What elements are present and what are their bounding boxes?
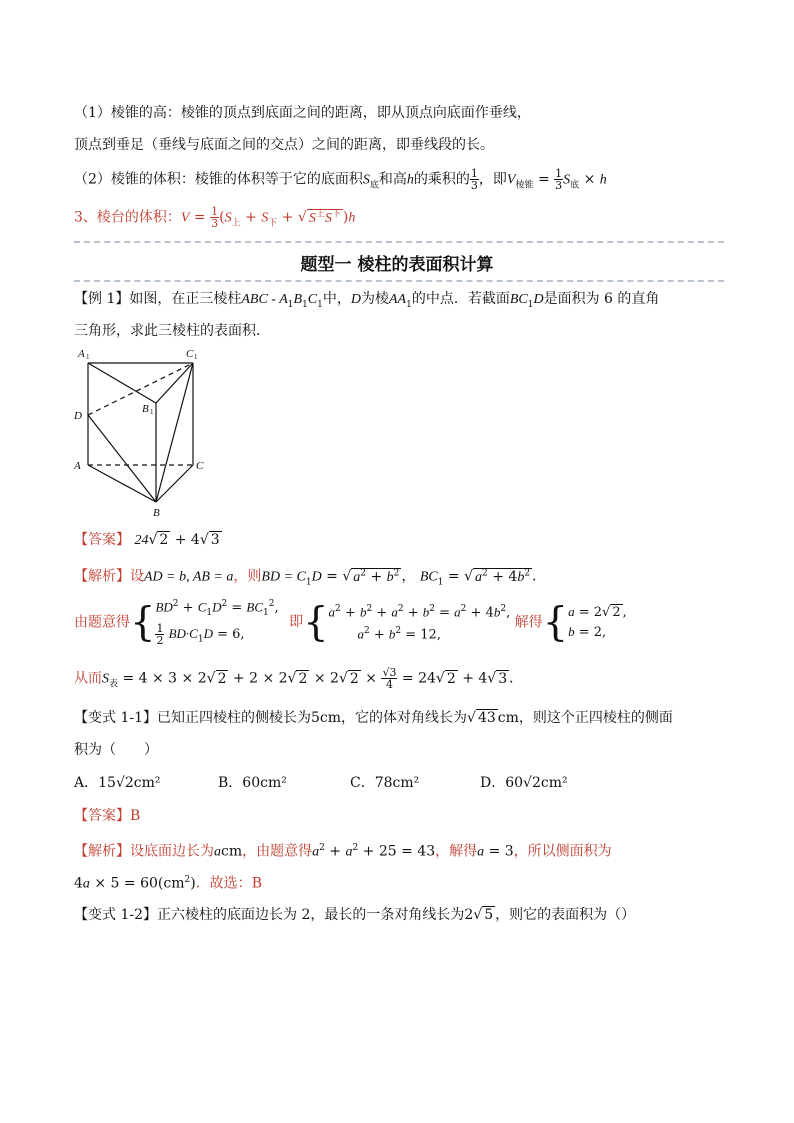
edge-dc1: [88, 363, 193, 415]
example1-answer: 【答案】 24√ 2 + 4√ 3: [74, 532, 220, 548]
label-a: A: [74, 460, 81, 472]
divider-top: [74, 241, 724, 243]
edge-a1b1: [88, 363, 156, 403]
option-c[interactable]: C．78cm²: [350, 775, 420, 791]
intro-line-3: （2）棱锥的体积：棱锥的体积等于它的底面积$S_底$和高h的乘积的 $\frac{1}{3}$ ，即$V_{棱锥}$ = $\frac{1}{3}$ $S_底 \times h$: [74, 167, 607, 192]
divider-bottom: [74, 280, 724, 282]
intro-line-2: 顶点到垂足（垂线与底面之间的交点）之间的距离，即垂线段的长。: [74, 137, 494, 153]
label-d: D: [74, 410, 82, 422]
example1-line-2: 三角形，求此三棱柱的表面积．: [74, 323, 270, 339]
example1-analysis-1: 【解析】设AD = b, AB = a，则BD = $C_1D$ = √ $a^2 + b^2$ ， $BC_1$ = √ $a^2 + 4b^2$ ．: [74, 568, 547, 588]
example1-analysis-2: 由题意得{$BD^2 + C_1D^2 = BC_1^2$, $\frac{1}{2}$ $BD\cdot C_1D = 6$, 即{$a^2 + b^2 + a^2 + b^2 = a^2 + 4b^2$, $a^2 + b^2 = 12$, 解得{a = 2√ 2 , b = 2,: [74, 599, 627, 647]
label-b: B: [153, 507, 160, 519]
example1-line-1: 【例 1】如图，在正三棱柱ABC - $A_1B_1C_1$中，D为棱$AA_1$的中点．若截面$BC_1D$是面积为 6 的直角: [74, 291, 660, 310]
variant11-analysis-2: $4a \times 5 = 60(cm^2)$．故选：B: [74, 875, 262, 892]
intro-line-1: （1）棱锥的高：棱锥的顶点到底面之间的距离，即从顶点向底面作垂线，: [74, 105, 531, 121]
variant12-line-1: 【变式 1-2】正六棱柱的底面边长为 2，最长的一条对角线长为2√ 5 ，则它的表面积为（）: [74, 907, 636, 923]
edge-bc: [156, 465, 193, 502]
edge-ab: [88, 465, 156, 502]
variant11-answer: 【答案】B: [74, 808, 141, 824]
intro-line-4: 3、棱台的体积：V = $\frac{1}{3}$ ($S_上 + S_下$ + √ $S^上S^下$ )h: [74, 205, 356, 231]
option-a[interactable]: A．15√2cm²: [74, 775, 161, 791]
variant11-line-1: 【变式 1-1】已知正四棱柱的侧棱长为5cm，它的体对角线长为√ 43 cm，则这个正四棱柱的侧面: [74, 710, 673, 726]
svg-text:1: 1: [194, 353, 198, 361]
edge-db: [88, 415, 156, 502]
option-d[interactable]: D．60√2cm²: [480, 775, 568, 791]
label-a1: A: [78, 348, 85, 360]
svg-text:1: 1: [86, 353, 90, 361]
variant11-analysis-1: 【解析】设底面边长为acm，由题意得$a^2 + a^2 + 25 = 43$，解得a = 3，所以侧面积为: [74, 843, 612, 860]
example1-analysis-3: 从而$S_表 = 4 \times 3 \times 2√$ 2 + 2 × 2√ 2 × 2√ 2 × $\frac{√3}{4}$ = 24√ 2 + 4√ 3 ．: [74, 666, 524, 691]
variant11-line-2: 积为（ ）: [74, 742, 158, 758]
section-heading: 题型一 棱柱的表面积计算: [300, 255, 494, 275]
svg-text:1: 1: [150, 408, 154, 416]
label-b1: B: [142, 403, 149, 415]
label-c1: C: [186, 348, 194, 360]
label-c: C: [196, 460, 204, 472]
option-b[interactable]: B．60cm²: [218, 775, 287, 791]
prism-diagram: [70, 345, 220, 520]
